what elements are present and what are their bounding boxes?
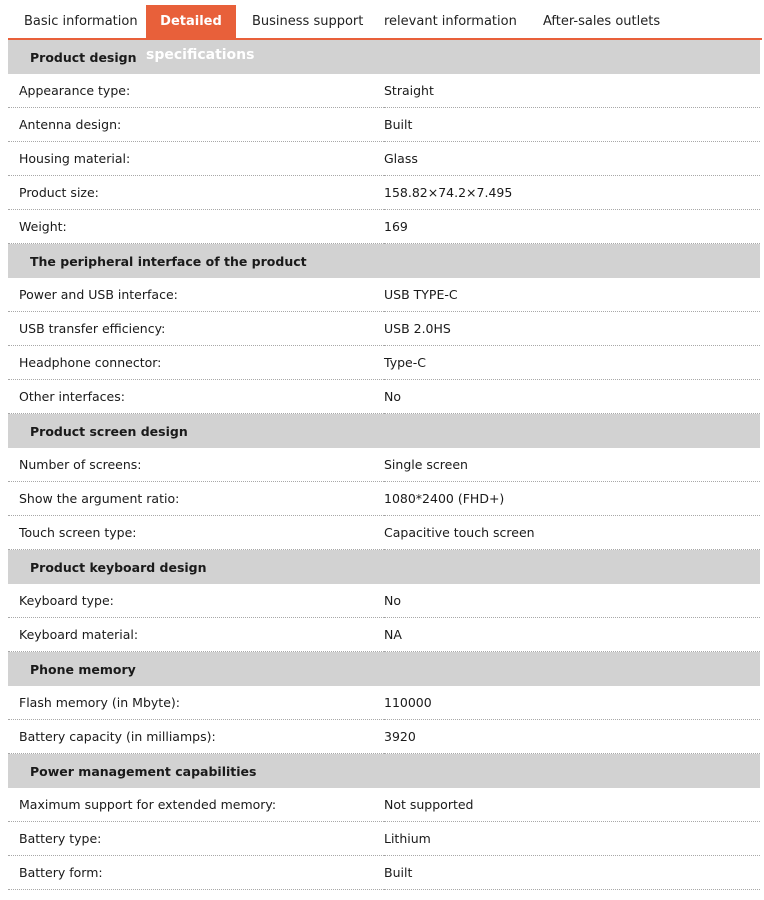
spec-label: Product size: <box>8 176 384 210</box>
spec-row <box>8 788 760 822</box>
spec-label: Headphone connector: <box>8 346 384 380</box>
spec-value: USB 2.0HS <box>384 312 760 346</box>
spec-label: Keyboard material: <box>8 618 384 652</box>
spec-value: USB TYPE-C <box>384 278 760 312</box>
spec-row <box>8 210 760 244</box>
spec-value: 158.82×74.2×7.495 <box>384 176 760 210</box>
section-header <box>8 550 760 585</box>
section-title: The peripheral interface of the product <box>8 244 760 279</box>
spec-label: Other interfaces: <box>8 380 384 414</box>
spec-value: 3920 <box>384 720 760 754</box>
section-header <box>8 652 760 687</box>
spec-row <box>8 176 760 210</box>
spec-row <box>8 686 760 720</box>
spec-value: Glass <box>384 142 760 176</box>
spec-value: Built <box>384 856 760 890</box>
tab-basic-information[interactable]: Basic information <box>24 14 138 29</box>
spec-value: NA <box>384 618 760 652</box>
spec-label: Touch screen type: <box>8 516 384 550</box>
spec-value: 110000 <box>384 686 760 720</box>
section-title: Product design <box>8 40 760 74</box>
section-header <box>8 244 760 279</box>
spec-row <box>8 346 760 380</box>
tab-bar <box>0 0 764 40</box>
section-header <box>8 414 760 449</box>
section-title: Product keyboard design <box>8 550 760 585</box>
spec-row <box>8 856 760 890</box>
section-header <box>8 754 760 789</box>
spec-value: Built <box>384 108 760 142</box>
spec-label: Weight: <box>8 210 384 244</box>
spec-label: Keyboard type: <box>8 584 384 618</box>
spec-row <box>8 448 760 482</box>
tab-after-sales-outlets[interactable]: After-sales outlets <box>543 14 661 29</box>
spec-label: Battery type: <box>8 822 384 856</box>
spec-label: Flash memory (in Mbyte): <box>8 686 384 720</box>
spec-row <box>8 720 760 754</box>
spec-row <box>8 278 760 312</box>
section-title: Product screen design <box>8 414 760 449</box>
spec-row <box>8 618 760 652</box>
spec-row <box>8 142 760 176</box>
tab-relevant-information[interactable]: relevant information <box>384 14 517 29</box>
spec-value: Single screen <box>384 448 760 482</box>
spec-value: No <box>384 584 760 618</box>
spec-label: Battery capacity (in milliamps): <box>8 720 384 754</box>
specifications-table <box>8 40 760 890</box>
spec-label: Battery form: <box>8 856 384 890</box>
spec-label: USB transfer efficiency: <box>8 312 384 346</box>
spec-row <box>8 380 760 414</box>
spec-value: Type-C <box>384 346 760 380</box>
spec-value: 169 <box>384 210 760 244</box>
spec-value: No <box>384 380 760 414</box>
spec-value: 1080*2400 (FHD+) <box>384 482 760 516</box>
spec-label: Antenna design: <box>8 108 384 142</box>
spec-label: Housing material: <box>8 142 384 176</box>
spec-row <box>8 108 760 142</box>
spec-label: Maximum support for extended memory: <box>8 788 384 822</box>
spec-row <box>8 74 760 108</box>
section-header <box>8 40 760 74</box>
spec-label: Power and USB interface: <box>8 278 384 312</box>
specifications-overlay-text: specifications <box>146 47 255 63</box>
spec-label: Number of screens: <box>8 448 384 482</box>
spec-row <box>8 822 760 856</box>
spec-row <box>8 312 760 346</box>
spec-row <box>8 482 760 516</box>
spec-row <box>8 584 760 618</box>
spec-value: Lithium <box>384 822 760 856</box>
tab-business-support[interactable]: Business support <box>252 14 364 29</box>
section-title: Phone memory <box>8 652 760 687</box>
spec-label: Appearance type: <box>8 74 384 108</box>
spec-value: Straight <box>384 74 760 108</box>
spec-value: Capacitive touch screen <box>384 516 760 550</box>
section-title: Power management capabilities <box>8 754 760 789</box>
spec-label: Show the argument ratio: <box>8 482 384 516</box>
spec-row <box>8 516 760 550</box>
spec-value: Not supported <box>384 788 760 822</box>
tab-detailed[interactable]: Detailed <box>146 5 236 38</box>
